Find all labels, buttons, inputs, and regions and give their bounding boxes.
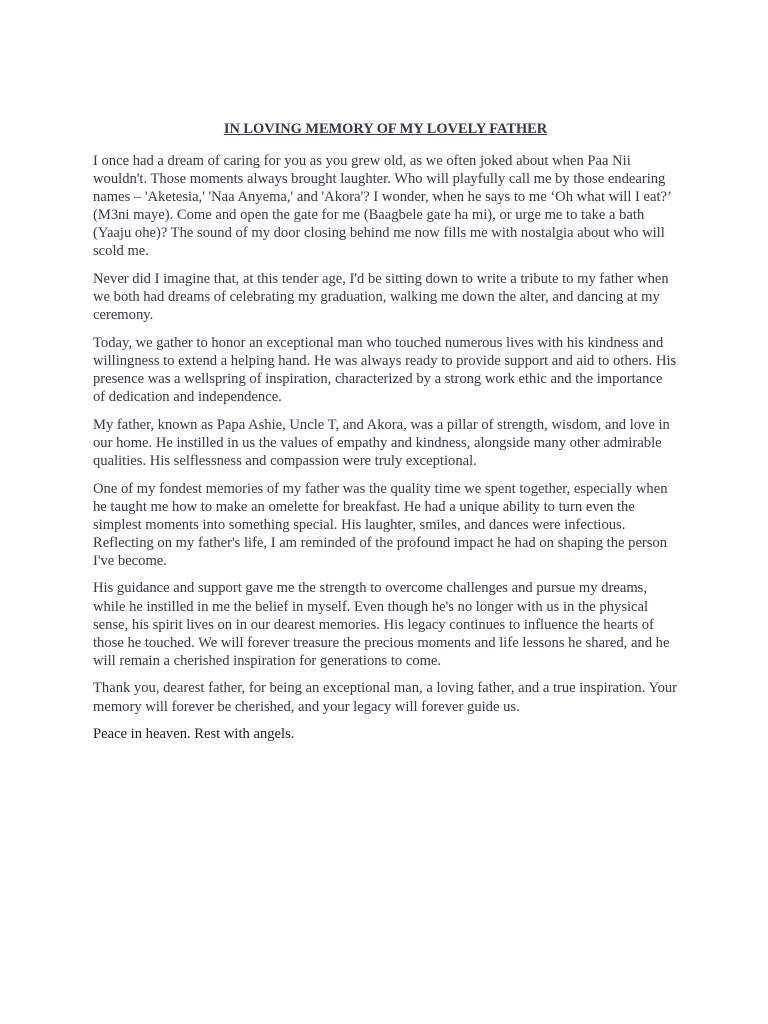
closing-line: Peace in heaven. Rest with angels.	[93, 726, 295, 743]
paragraph-2: Never did I imagine that, at this tender age, I'd be sitting down to write a tribute to my father when we both had dreams of celebrating my graduation, walking me down the alter, and dancing at my ceremony.	[93, 271, 669, 324]
paragraph-3: Today, we gather to honor an exceptional man who touched numerous lives with his kindness and willingness to extend a helping hand. He was always ready to provide support and aid to others. His presence was a wellspring of inspiration, characterized by a strong work ethic and the importance of dedication and independence.	[93, 334, 677, 406]
document-title: IN LOVING MEMORY OF MY LOVELY FATHER	[223, 121, 548, 137]
paragraph-5: One of my fondest memories of my father was the quality time we spent together, especially when he taught me how to make an omelette for breakfast. He had a unique ability to turn even the simplest moments into something special. His laughter, smiles, and dances were infectious. Reflecting on my father's life, I am reminded of the profound impact he had on shaping the person I've become.	[93, 480, 668, 569]
paragraph-7: Thank you, dearest father, for being an exceptional man, a loving father, and a true inspiration. Your memory will forever be cherished, and your legacy will forever guide us.	[93, 680, 678, 715]
paragraph-1: I once had a dream of caring for you as you grew old, as we often joked about when Paa Nii wouldn't. Those moments always brought laughter. Who will playfully call me by those endearing names – 'Aketesia,' 'Naa Anyema,' and 'Akora'? I wonder, when he says to me ‘Oh what will I eat?’ (M3ni maye). Come and open the gate for me (Baagbele gate ha mi), or urge me to take a bath (Yaaju ohe)? The sound of my door closing behind me now fills me with nostalgia about who will scold me.	[93, 153, 671, 260]
paragraph-6: His guidance and support gave me the strength to overcome challenges and pursue my dreams, while he instilled in me the belief in myself. Even though he's no longer with us in the physical sense, his spirit lives on in our dearest memories. His legacy continues to influence the hearts of those he touched. We will forever treasure the precious moments and life lessons he shared, and he will remain a cherished inspiration for generations to come.	[93, 580, 670, 669]
paragraph-4: My father, known as Papa Ashie, Uncle T, and Akora, was a pillar of strength, wisdom, and love in our home. He instilled in us the values of empathy and kindness, alongside many other admirable qualities. His selflessness and compassion were truly exceptional.	[93, 416, 670, 469]
